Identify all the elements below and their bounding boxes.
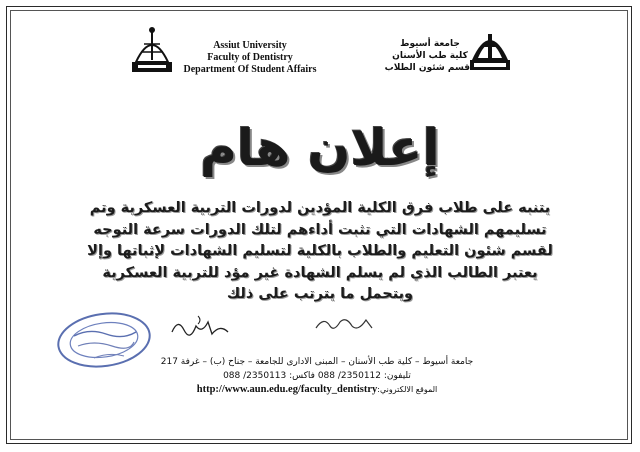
faculty-logo-icon — [130, 22, 174, 74]
department-name-ar: قسم شئون الطلاب — [384, 63, 470, 73]
header-arabic — [384, 38, 470, 74]
body-line: تسليمهم الشهادات التي تثبت أداءهم لتلك الدورات سرعة التوجه — [93, 221, 547, 238]
website-url: http://www.aun.edu.eg/faculty_dentistry — [196, 384, 378, 395]
body-line: لقسم شئون التعليم والطلاب بالكلية لتسليم الشهادات لإثباتها وإلا — [87, 243, 553, 259]
footer-phones: تليفون: 2350112/ 088 فاكس: 2350113/ 088 — [223, 371, 411, 381]
department-name-en: Department Of Student Affairs — [183, 64, 317, 75]
faculty-name-ar: كلية طب الأسنان — [392, 51, 468, 61]
announcement-title: إعلان هام — [200, 119, 440, 177]
footer-contact — [150, 355, 484, 397]
faculty-name-en: Faculty of Dentistry — [207, 52, 293, 63]
footer-address: جامعة أسيوط – كلية طب الأسنان – المبنى الادارى للجامعة – جناح (ب) – غرفة 217 — [160, 357, 474, 367]
body-line: يعتبر الطالب الذي لم يسلم الشهادة غير مؤد للتربية العسكرية — [102, 264, 538, 281]
body-line: ويتحمل ما يترتب على ذلك — [226, 286, 414, 302]
body-line: يتنبه على طلاب فرق الكلية المؤدين لدورات التربية العسكرية وتم — [89, 200, 551, 216]
university-name-ar: جامعة أسيوط — [400, 39, 460, 49]
header-english — [180, 40, 320, 76]
signature-1-icon — [168, 312, 238, 342]
website-label: الموقع الالكتروني: — [377, 385, 438, 394]
announcement-body — [70, 198, 570, 306]
footer-website — [150, 383, 484, 397]
signature-2-icon — [312, 312, 376, 336]
university-logo-icon — [468, 22, 512, 72]
university-name-en: Assiut University — [213, 40, 287, 51]
official-stamp-icon — [54, 306, 154, 372]
